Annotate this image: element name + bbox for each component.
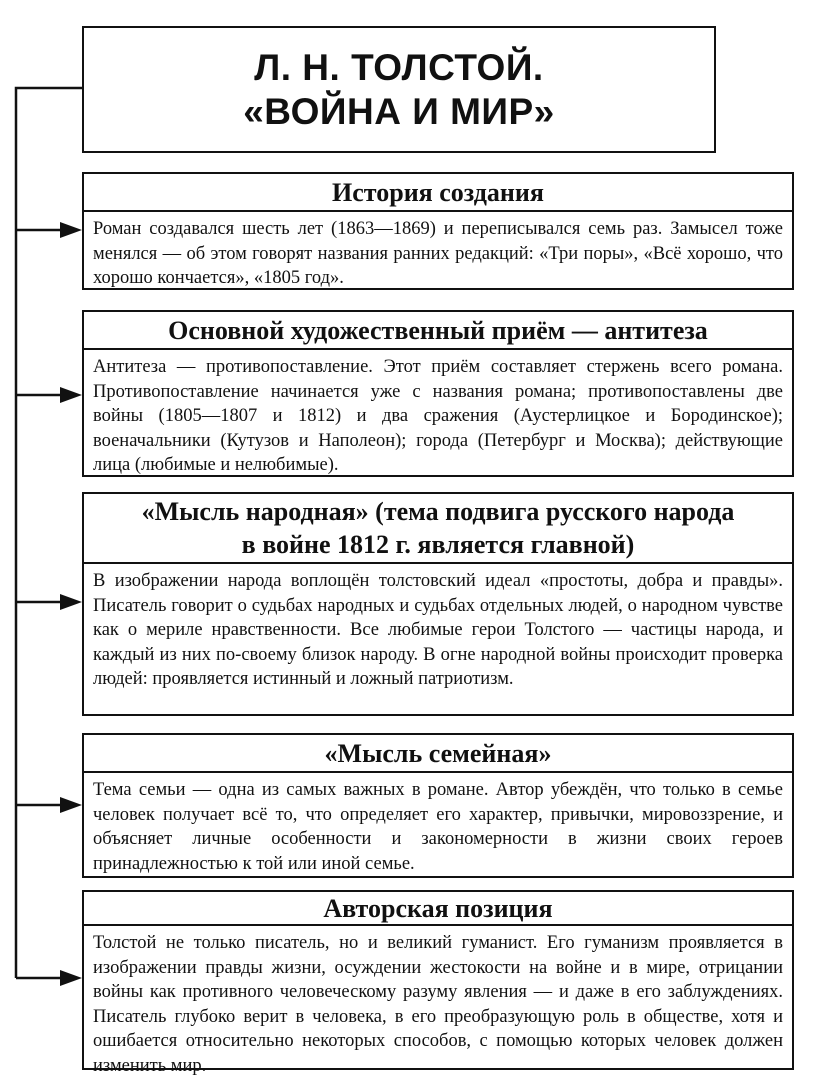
section-antithesis-heading: Основной художественный приём — антитеза — [82, 310, 794, 350]
section-author-position-heading: Авторская позиция — [82, 890, 794, 926]
section-people-thought-heading — [82, 492, 794, 564]
section-people-thought — [82, 492, 794, 716]
arrowhead-4 — [60, 797, 82, 813]
section-history-heading: История создания — [82, 172, 794, 212]
arrowhead-3 — [60, 594, 82, 610]
title-work: «ВОЙНА И МИР» — [243, 90, 555, 132]
section-family-thought-text: Тема семьи — одна из самых важных в романе. Автор убеждён, что только в семье человек получает всё то, что определяет его характер, привычки, мировоззрение, и объясняет личные особенности и закономерности в жизни своих героев принадлежностью к той или иной семье. — [82, 773, 794, 878]
arrowhead-1 — [60, 222, 82, 238]
title-author: Л. Н. ТОЛСТОЙ. — [254, 46, 544, 88]
heading-line-1: «Мысль народная» (тема подвига русского народа — [141, 497, 735, 526]
arrowhead-5 — [60, 970, 82, 986]
section-family-thought-heading: «Мысль семейная» — [82, 733, 794, 773]
title-box — [82, 26, 716, 153]
section-people-thought-text: В изображении народа воплощён толстовский идеал «простоты, добра и правды». Писатель говорит о судьбах народных и судьбах отдельных людей, о народном чувстве как о мериле нравственности. Все любимые герои Толстого — частицы народа, и каждый из них по-своему близок народу. В огне народной войны происходит проверка людей: проявляется истинный и ложный патриотизм. — [82, 564, 794, 716]
arrowhead-2 — [60, 387, 82, 403]
section-family-thought — [82, 733, 794, 878]
section-author-position — [82, 890, 794, 1076]
connector-trunk — [16, 88, 82, 978]
section-history-text: Роман создавался шесть лет (1863—1869) и переписывался семь раз. Замысел тоже менялся — об этом говорят названия ранних редакций: «Три поры», «Всё хорошо, что хорошо кончается», «1805 год». — [82, 212, 794, 290]
section-antithesis — [82, 310, 794, 477]
heading-line-2: в войне 1812 г. является главной) — [241, 530, 635, 559]
section-author-position-text: Толстой не только писатель, но и великий гуманист. Его гуманизм проявляется в изображении правды жизни, осуждении жестокости на войне и в мире, отрицании войны как противного человеческому разуму явления — и даже в его заблуждениях. Писатель глубоко верит в человека, в его преобразующую роль в обществе, хотя и ошибается относительно некоторых способов, с помощью которых человек должен изменить мир. — [82, 926, 794, 1070]
section-antithesis-text: Антитеза — противопоставление. Этот приём составляет стержень всего романа. Противопоставление начинается уже с названия романа; противопоставлены две войны (1805—1807 и 1812) и два сражения (Аустерлицкое и Бородинское); военачальники (Кутузов и Наполеон); города (Петербург и Москва); действующие лица (любимые и нелюбимые). — [82, 350, 794, 477]
section-history — [82, 172, 794, 290]
